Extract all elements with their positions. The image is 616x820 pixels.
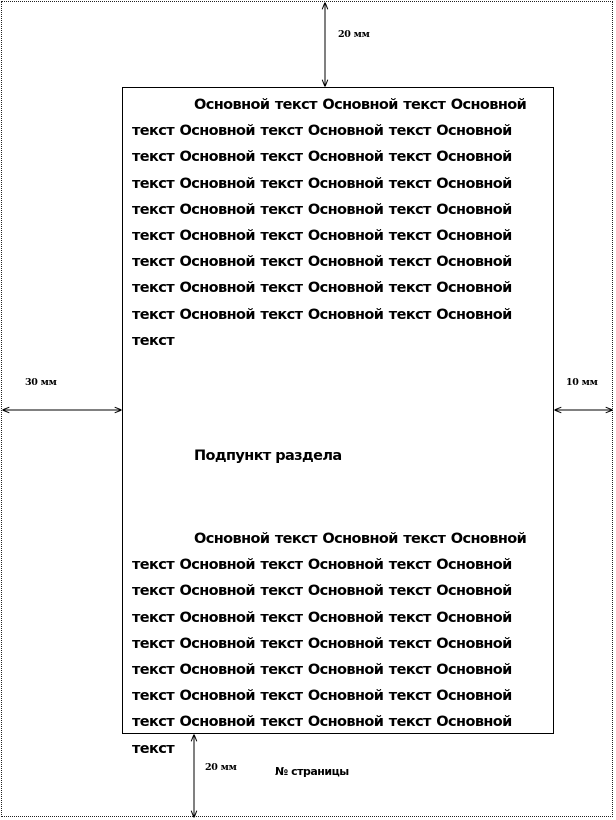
left-margin-label: 30 мм <box>25 377 57 388</box>
right-margin-label: 10 мм <box>566 377 598 388</box>
page-number-label: № страницы <box>275 765 349 778</box>
subsection-heading: Подпункт раздела <box>194 448 342 464</box>
top-margin-label: 20 мм <box>338 29 370 40</box>
text-area <box>122 87 554 757</box>
bottom-margin-label: 20 мм <box>205 762 237 773</box>
body-paragraph: Основной текст Основной текст Основной текст Основной текст Основной текст Основной текст Основной текст Основной текст Основной текст Основной текст Основной текст Основной текст Основной текст Основной текст Основной текст Основной текст Основной текст Основной текст Основной текст Основной текст Основной текст Основной текст Основной текст Основной текст <box>132 531 527 757</box>
body-paragraph: Основной текст Основной текст Основной текст Основной текст Основной текст Основной текст Основной текст Основной текст Основной текст Основной текст Основной текст Основной текст Основной текст Основной текст Основной текст Основной текст Основной текст Основной текст Основной текст Основной текст Основной текст Основной текст Основной текст Основной текст Основной текст Основной текст Основной текст <box>132 97 527 349</box>
